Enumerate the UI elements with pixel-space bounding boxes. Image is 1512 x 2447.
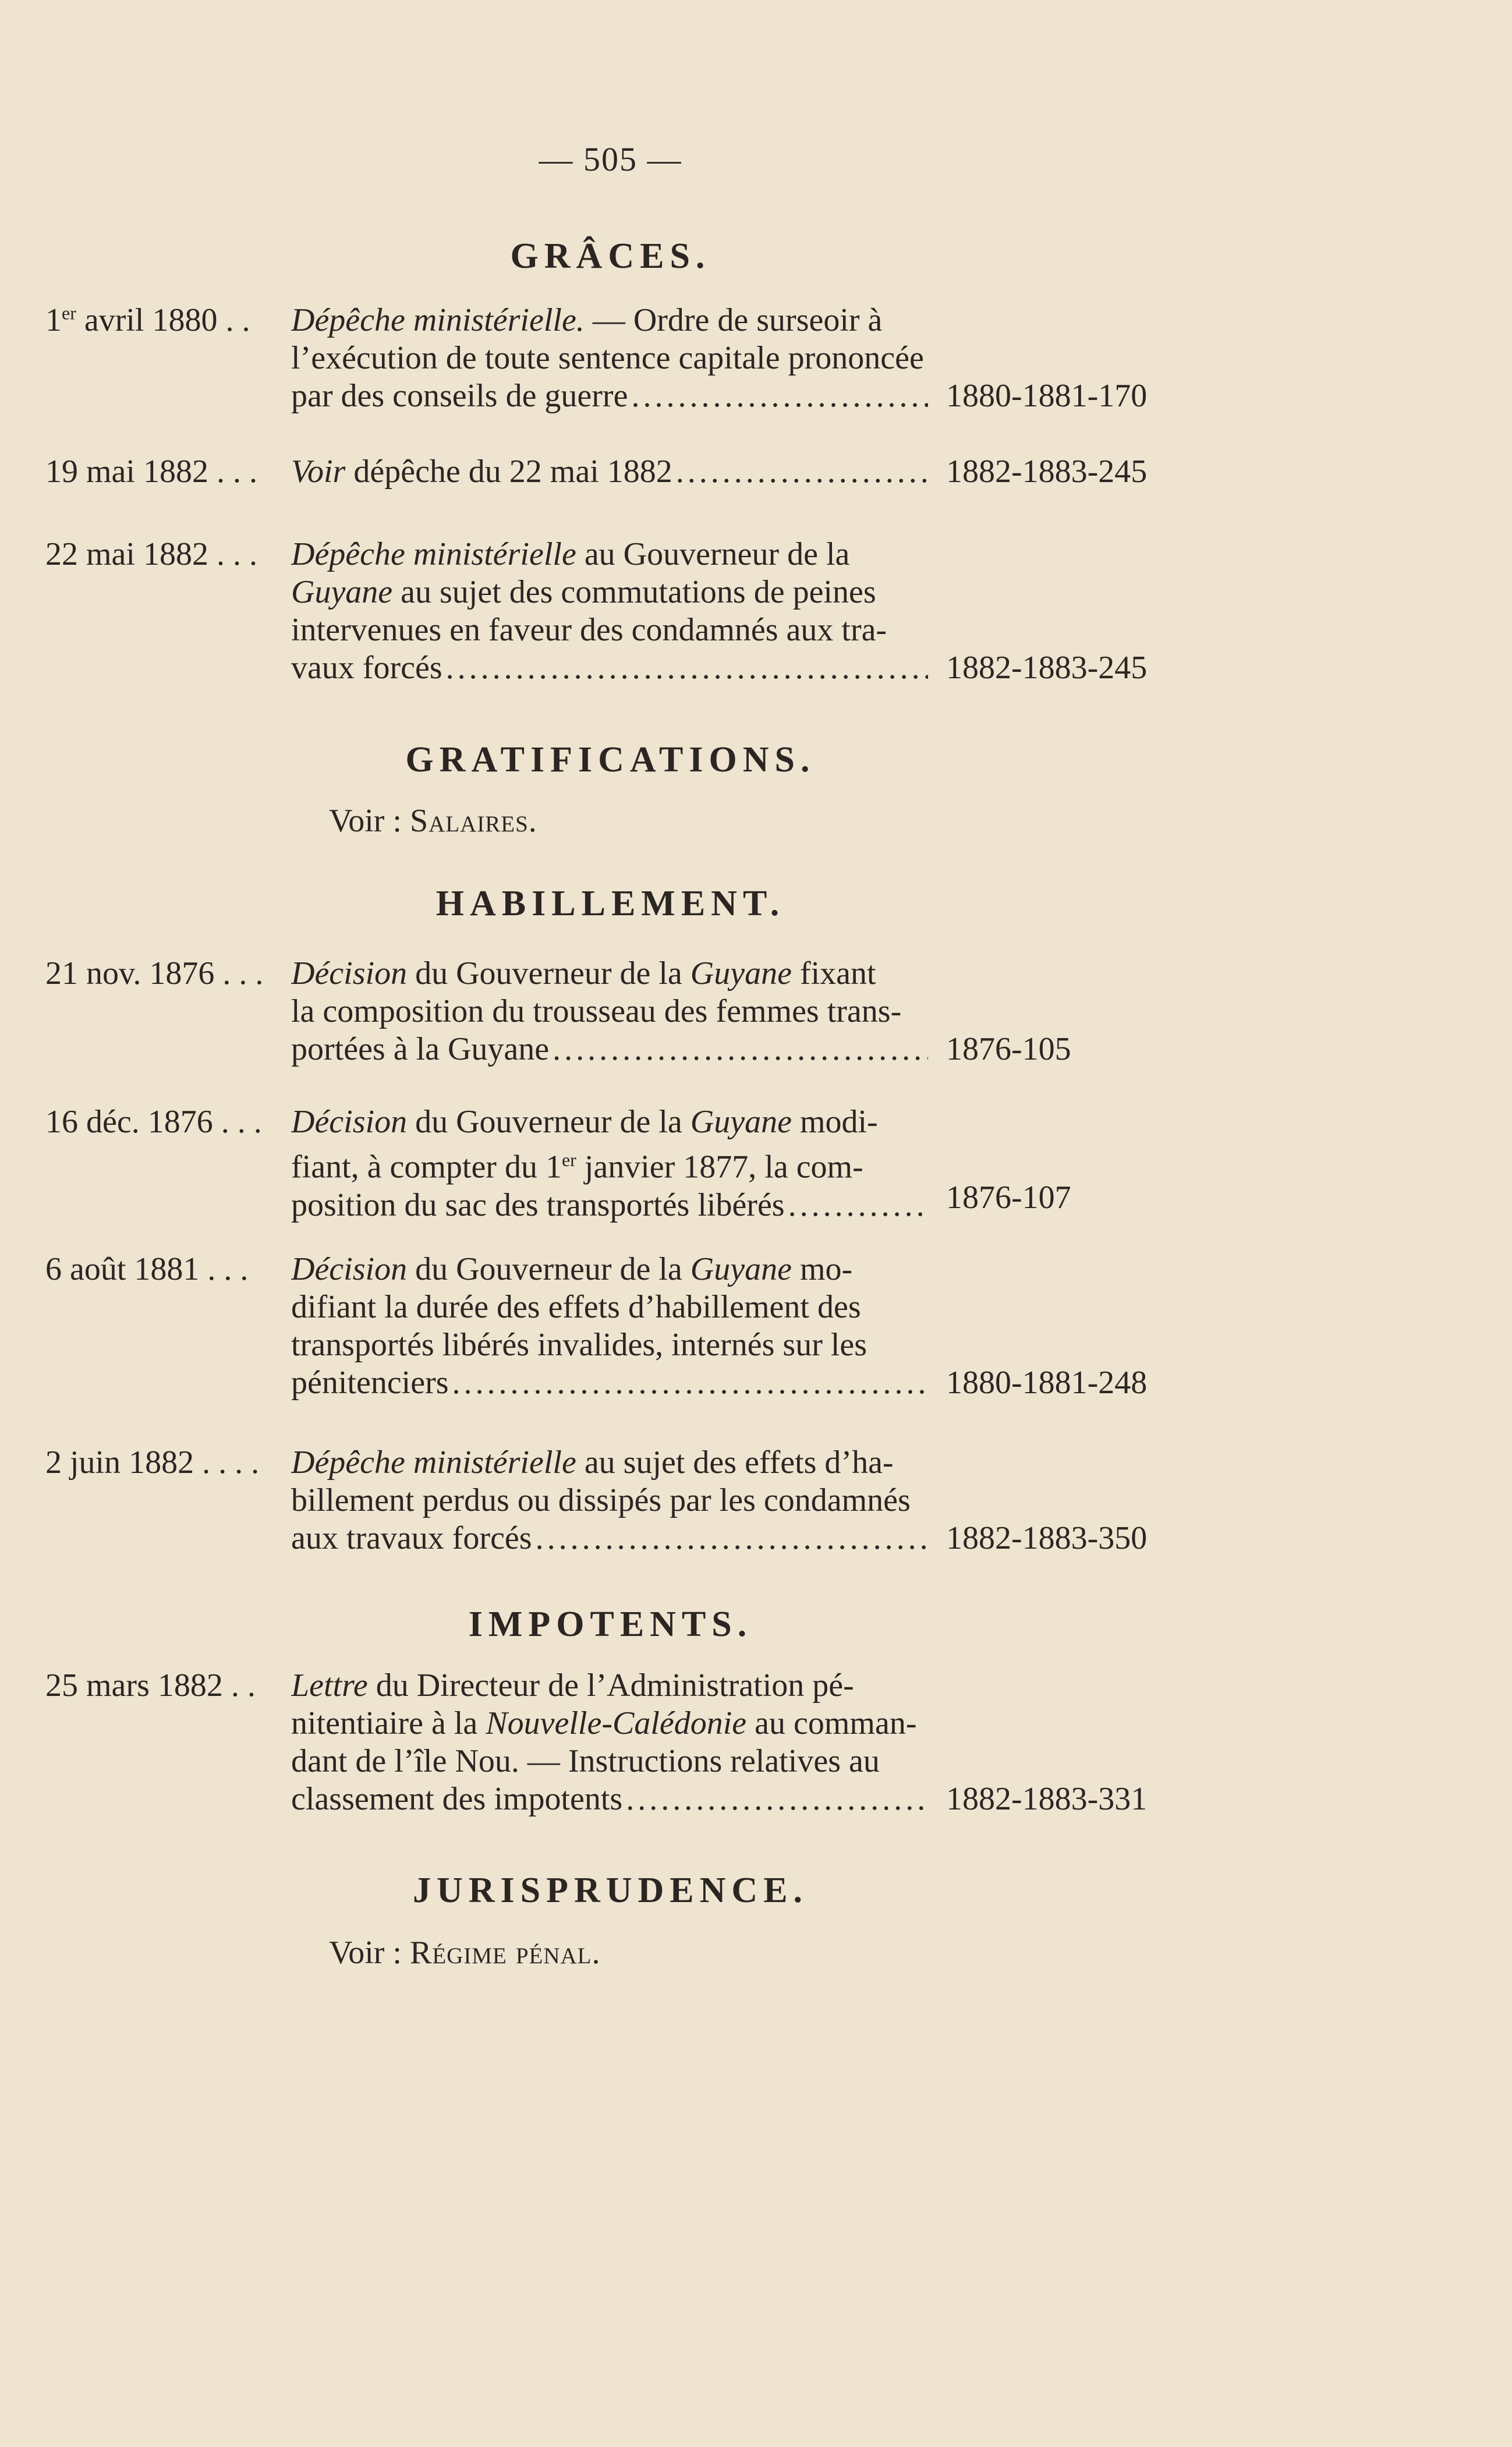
leader-dots bbox=[631, 377, 928, 415]
entry-line: Lettre du Directeur de l’Administration pé- bbox=[291, 1667, 854, 1704]
leader-dots bbox=[553, 1030, 928, 1068]
entry-last-line bbox=[291, 1030, 932, 1068]
entry-line: aux travaux forcés bbox=[291, 1520, 532, 1556]
entry-line: pénitenciers bbox=[291, 1365, 449, 1401]
entry-date: 22 mai 1882 . . . bbox=[45, 536, 257, 572]
entry-text bbox=[291, 955, 1223, 1068]
leader-dots bbox=[452, 1364, 928, 1402]
entry-line: Dépêche ministérielle au sujet des effets d’ha- bbox=[291, 1444, 894, 1481]
entry-last-line bbox=[291, 1520, 932, 1557]
entry-reference: 1882-1883-350 bbox=[946, 1520, 1148, 1556]
entry-line: fiant, à compter du 1er janvier 1877, la com- bbox=[291, 1149, 863, 1185]
entry-line: intervenues en faveur des condamnés aux tra- bbox=[291, 612, 887, 648]
leader-dots bbox=[788, 1187, 928, 1224]
leader-dots bbox=[536, 1520, 928, 1557]
see-also-prefix: Voir : bbox=[329, 1935, 402, 1971]
entry-date: 16 déc. 1876 . . . bbox=[45, 1104, 262, 1140]
entry-line: vaux forcés bbox=[291, 650, 442, 686]
entry-line: position du sac des transportés libérés bbox=[291, 1187, 785, 1223]
section-heading-gratifications: GRATIFICATIONS. bbox=[405, 740, 816, 780]
entry-line: l’exécution de toute sentence capitale prononcée bbox=[291, 340, 924, 376]
entry-line: nitentiaire à la Nouvelle-Calédonie au comman- bbox=[291, 1705, 917, 1741]
entry-line: Décision du Gouverneur de la Guyane modi- bbox=[291, 1104, 878, 1140]
entry-line: dant de l’île Nou. — Instructions relatives au bbox=[291, 1743, 880, 1779]
entry-date: 6 août 1881 . . . bbox=[45, 1251, 249, 1287]
see-also bbox=[329, 802, 537, 840]
entry-reference: 1880-1881-170 bbox=[946, 378, 1148, 414]
entry-last-line bbox=[291, 1187, 932, 1224]
leader-dots bbox=[446, 649, 928, 687]
entry-line: portées à la Guyane bbox=[291, 1031, 550, 1067]
entry-last-line bbox=[291, 453, 932, 491]
entry-date: 25 mars 1882 . . bbox=[45, 1667, 256, 1704]
entry-text bbox=[291, 1103, 1223, 1224]
page-number: — 505 — bbox=[539, 140, 682, 178]
entry-reference: 1880-1881-248 bbox=[946, 1365, 1148, 1401]
see-also-target: Régime pénal. bbox=[410, 1935, 601, 1971]
section-heading-impotents: IMPOTENTS. bbox=[468, 1605, 753, 1644]
leader-dots bbox=[676, 453, 928, 491]
entry-date: 21 nov. 1876 . . . bbox=[45, 955, 264, 991]
see-also-prefix: Voir : bbox=[329, 803, 402, 839]
section-heading-jurisprudence: JURISPRUDENCE. bbox=[412, 1871, 809, 1910]
entry-date: 19 mai 1882 . . . bbox=[45, 454, 257, 490]
entry-last-line bbox=[291, 1364, 932, 1402]
section-heading-graces: GRÂCES. bbox=[510, 236, 711, 276]
see-also-target: Salaires. bbox=[410, 803, 537, 839]
entry-line: la composition du trousseau des femmes trans- bbox=[291, 993, 902, 1029]
entry-line: par des conseils de guerre bbox=[291, 378, 628, 414]
entry-line: difiant la durée des effets d’habillement des bbox=[291, 1289, 861, 1325]
entry-reference: 1882-1883-245 bbox=[946, 454, 1148, 490]
entry-date: 1er avril 1880 . . bbox=[45, 302, 250, 338]
section-heading-habillement: HABILLEMENT. bbox=[435, 884, 785, 923]
entry-last-line bbox=[291, 649, 932, 687]
entry-line: Voir dépêche du 22 mai 1882 bbox=[291, 454, 672, 490]
entry-line: Dépêche ministérielle au Gouverneur de la bbox=[291, 536, 850, 572]
entry-date: 2 juin 1882 . . . . bbox=[45, 1444, 260, 1481]
entry-last-line bbox=[291, 377, 932, 415]
entry-line: transportés libérés invalides, internés sur les bbox=[291, 1327, 867, 1363]
entry-reference: 1882-1883-245 bbox=[946, 650, 1148, 686]
entry-reference: 1876-107 bbox=[946, 1180, 1071, 1216]
entry-line: Dépêche ministérielle. — Ordre de surseoir à bbox=[291, 302, 883, 338]
leader-dots bbox=[626, 1780, 928, 1818]
entry-line: Guyane au sujet des commutations de peines bbox=[291, 574, 876, 610]
entry-line: classement des impotents bbox=[291, 1781, 623, 1817]
entry-line: Décision du Gouverneur de la Guyane fixant bbox=[291, 955, 876, 991]
entry-line: Décision du Gouverneur de la Guyane mo- bbox=[291, 1251, 853, 1287]
entry-reference: 1876-105 bbox=[946, 1031, 1071, 1067]
see-also bbox=[329, 1934, 601, 1971]
entry-line: billement perdus ou dissipés par les condamnés bbox=[291, 1482, 911, 1518]
entry-last-line bbox=[291, 1780, 932, 1818]
entry-reference: 1882-1883-331 bbox=[946, 1781, 1148, 1817]
